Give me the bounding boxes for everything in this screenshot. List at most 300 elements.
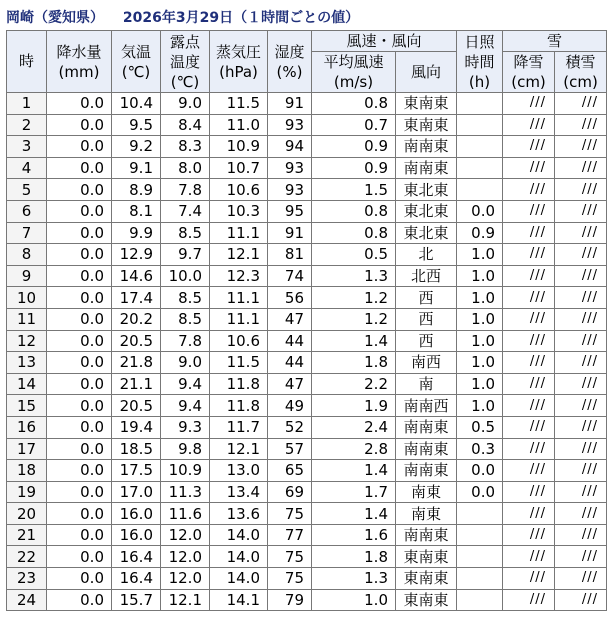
cell-snow-depth: /// [555, 308, 607, 330]
cell-temp: 17.5 [112, 460, 161, 482]
cell-vapor: 11.1 [210, 287, 268, 309]
cell-dew: 8.5 [161, 222, 210, 244]
cell-precip: 0.0 [47, 416, 112, 438]
cell-humidity: 49 [268, 395, 312, 417]
cell-sunshine [457, 93, 503, 115]
cell-dew: 8.0 [161, 157, 210, 179]
cell-humidity: 65 [268, 460, 312, 482]
table-row [7, 265, 607, 287]
cell-sunshine: 1.0 [457, 352, 503, 374]
cell-vapor: 11.5 [210, 352, 268, 374]
cell-snow-depth: /// [555, 416, 607, 438]
cell-humidity: 75 [268, 568, 312, 590]
cell-humidity: 52 [268, 416, 312, 438]
cell-precip: 0.0 [47, 93, 112, 115]
cell-dew: 9.0 [161, 352, 210, 374]
cell-sunshine: 1.0 [457, 395, 503, 417]
cell-hour: 10 [7, 287, 47, 309]
cell-vapor: 11.8 [210, 373, 268, 395]
cell-hour: 16 [7, 416, 47, 438]
cell-wind-speed: 1.0 [312, 589, 396, 611]
cell-sunshine: 0.9 [457, 222, 503, 244]
cell-sunshine [457, 589, 503, 611]
cell-temp: 20.5 [112, 330, 161, 352]
cell-snowfall: /// [503, 373, 555, 395]
table-row [7, 114, 607, 136]
cell-humidity: 94 [268, 136, 312, 158]
cell-humidity: 56 [268, 287, 312, 309]
cell-vapor: 10.6 [210, 179, 268, 201]
table-row [7, 503, 607, 525]
cell-snow-depth: /// [555, 330, 607, 352]
cell-dew: 12.1 [161, 589, 210, 611]
cell-wind-speed: 1.4 [312, 330, 396, 352]
header-wind-group: 風速・風向 [312, 31, 457, 52]
cell-humidity: 91 [268, 222, 312, 244]
cell-temp: 16.0 [112, 524, 161, 546]
cell-wind-speed: 1.9 [312, 395, 396, 417]
cell-vapor: 13.4 [210, 481, 268, 503]
cell-wind-speed: 1.4 [312, 460, 396, 482]
hourly-weather-table [6, 30, 607, 611]
table-row [7, 157, 607, 179]
cell-humidity: 79 [268, 589, 312, 611]
header-sun: 日照 時間 (h) [457, 31, 503, 93]
cell-vapor: 14.0 [210, 568, 268, 590]
table-row [7, 416, 607, 438]
cell-snow-depth: /// [555, 200, 607, 222]
cell-hour: 15 [7, 395, 47, 417]
cell-snowfall: /// [503, 481, 555, 503]
cell-snow-depth: /// [555, 352, 607, 374]
table-row [7, 287, 607, 309]
cell-vapor: 13.6 [210, 503, 268, 525]
cell-snowfall: /// [503, 222, 555, 244]
cell-wind-speed: 0.7 [312, 114, 396, 136]
header-dew: 露点 温度 (℃) [161, 31, 210, 93]
cell-wind-speed: 0.5 [312, 244, 396, 266]
cell-snow-depth: /// [555, 524, 607, 546]
cell-snow-depth: /// [555, 93, 607, 115]
cell-dew: 12.0 [161, 546, 210, 568]
cell-snowfall: /// [503, 395, 555, 417]
cell-wind-speed: 1.5 [312, 179, 396, 201]
cell-humidity: 69 [268, 481, 312, 503]
cell-vapor: 11.1 [210, 308, 268, 330]
header-snow-group: 雪 [503, 31, 607, 52]
title-location: 岡崎（愛知県） [6, 10, 104, 26]
cell-wind-speed: 1.6 [312, 524, 396, 546]
cell-hour: 18 [7, 460, 47, 482]
header-wind-speed: 平均風速 (m/s) [312, 52, 396, 93]
cell-sunshine: 1.0 [457, 265, 503, 287]
table-row [7, 460, 607, 482]
cell-temp: 16.4 [112, 546, 161, 568]
cell-humidity: 47 [268, 308, 312, 330]
cell-wind-dir: 東北東 [396, 222, 457, 244]
cell-sunshine [457, 114, 503, 136]
cell-snowfall: /// [503, 460, 555, 482]
cell-vapor: 12.1 [210, 244, 268, 266]
cell-wind-speed: 1.3 [312, 568, 396, 590]
cell-snowfall: /// [503, 157, 555, 179]
cell-temp: 16.4 [112, 568, 161, 590]
cell-precip: 0.0 [47, 287, 112, 309]
cell-wind-speed: 1.2 [312, 287, 396, 309]
cell-snow-depth: /// [555, 589, 607, 611]
cell-dew: 7.4 [161, 200, 210, 222]
page-title [6, 7, 373, 27]
cell-dew: 9.4 [161, 373, 210, 395]
cell-humidity: 95 [268, 200, 312, 222]
cell-sunshine: 0.0 [457, 460, 503, 482]
table-row [7, 395, 607, 417]
cell-snow-depth: /// [555, 157, 607, 179]
cell-dew: 8.4 [161, 114, 210, 136]
header-snow-depth: 積雪 (cm) [555, 52, 607, 93]
cell-dew: 10.0 [161, 265, 210, 287]
cell-precip: 0.0 [47, 460, 112, 482]
cell-dew: 8.3 [161, 136, 210, 158]
cell-vapor: 14.0 [210, 546, 268, 568]
cell-precip: 0.0 [47, 438, 112, 460]
cell-dew: 8.5 [161, 308, 210, 330]
cell-snowfall: /// [503, 438, 555, 460]
cell-temp: 19.4 [112, 416, 161, 438]
cell-hour: 1 [7, 93, 47, 115]
table-row [7, 352, 607, 374]
cell-precip: 0.0 [47, 503, 112, 525]
cell-vapor: 12.1 [210, 438, 268, 460]
cell-vapor: 10.6 [210, 330, 268, 352]
table-row [7, 136, 607, 158]
cell-snowfall: /// [503, 308, 555, 330]
cell-hour: 9 [7, 265, 47, 287]
table-row [7, 438, 607, 460]
cell-wind-speed: 1.8 [312, 546, 396, 568]
cell-wind-speed: 2.4 [312, 416, 396, 438]
cell-wind-dir: 東南東 [396, 589, 457, 611]
cell-precip: 0.0 [47, 352, 112, 374]
cell-sunshine: 1.0 [457, 373, 503, 395]
cell-sunshine: 1.0 [457, 308, 503, 330]
cell-temp: 20.2 [112, 308, 161, 330]
cell-sunshine [457, 546, 503, 568]
cell-temp: 8.9 [112, 179, 161, 201]
cell-wind-dir: 北 [396, 244, 457, 266]
cell-vapor: 11.5 [210, 93, 268, 115]
cell-wind-dir: 南南東 [396, 157, 457, 179]
cell-humidity: 74 [268, 265, 312, 287]
cell-snowfall: /// [503, 503, 555, 525]
cell-humidity: 93 [268, 157, 312, 179]
cell-sunshine [457, 157, 503, 179]
cell-sunshine: 0.0 [457, 481, 503, 503]
cell-dew: 9.8 [161, 438, 210, 460]
cell-precip: 0.0 [47, 136, 112, 158]
cell-hour: 20 [7, 503, 47, 525]
header-snowfall: 降雪 (cm) [503, 52, 555, 93]
cell-snowfall: /// [503, 136, 555, 158]
cell-wind-speed: 1.8 [312, 352, 396, 374]
cell-wind-speed: 1.7 [312, 481, 396, 503]
cell-hour: 12 [7, 330, 47, 352]
cell-temp: 9.2 [112, 136, 161, 158]
cell-precip: 0.0 [47, 265, 112, 287]
cell-humidity: 44 [268, 352, 312, 374]
cell-wind-speed: 0.9 [312, 157, 396, 179]
cell-hour: 14 [7, 373, 47, 395]
cell-sunshine [457, 568, 503, 590]
header-vapor: 蒸気圧 (hPa) [210, 31, 268, 93]
cell-wind-dir: 東南東 [396, 546, 457, 568]
cell-snow-depth: /// [555, 481, 607, 503]
table-row [7, 244, 607, 266]
cell-wind-speed: 0.8 [312, 200, 396, 222]
cell-snowfall: /// [503, 265, 555, 287]
cell-temp: 8.1 [112, 200, 161, 222]
cell-precip: 0.0 [47, 524, 112, 546]
cell-snow-depth: /// [555, 373, 607, 395]
title-date: 2026年3月29日（１時間ごとの値） [122, 10, 360, 26]
cell-snow-depth: /// [555, 503, 607, 525]
cell-hour: 23 [7, 568, 47, 590]
cell-snowfall: /// [503, 200, 555, 222]
cell-hour: 6 [7, 200, 47, 222]
cell-humidity: 93 [268, 114, 312, 136]
table-row [7, 330, 607, 352]
cell-snowfall: /// [503, 330, 555, 352]
cell-precip: 0.0 [47, 200, 112, 222]
cell-temp: 10.4 [112, 93, 161, 115]
cell-snow-depth: /// [555, 179, 607, 201]
cell-wind-speed: 1.2 [312, 308, 396, 330]
cell-wind-dir: 東南東 [396, 93, 457, 115]
header-wind-dir: 風向 [396, 52, 457, 93]
cell-sunshine [457, 503, 503, 525]
cell-temp: 20.5 [112, 395, 161, 417]
cell-snow-depth: /// [555, 395, 607, 417]
cell-snowfall: /// [503, 416, 555, 438]
cell-humidity: 57 [268, 438, 312, 460]
cell-wind-dir: 東南東 [396, 568, 457, 590]
table-row [7, 568, 607, 590]
cell-dew: 7.8 [161, 330, 210, 352]
cell-vapor: 10.9 [210, 136, 268, 158]
cell-hour: 19 [7, 481, 47, 503]
table-row [7, 546, 607, 568]
cell-precip: 0.0 [47, 330, 112, 352]
cell-wind-speed: 1.4 [312, 503, 396, 525]
cell-temp: 9.5 [112, 114, 161, 136]
cell-wind-dir: 東北東 [396, 200, 457, 222]
cell-temp: 15.7 [112, 589, 161, 611]
cell-precip: 0.0 [47, 589, 112, 611]
cell-precip: 0.0 [47, 568, 112, 590]
cell-vapor: 11.0 [210, 114, 268, 136]
header-hour: 時 [7, 31, 47, 93]
cell-dew: 9.4 [161, 395, 210, 417]
cell-sunshine: 1.0 [457, 330, 503, 352]
cell-wind-dir: 南南東 [396, 136, 457, 158]
cell-dew: 10.9 [161, 460, 210, 482]
header-precip: 降水量 (mm) [47, 31, 112, 93]
cell-precip: 0.0 [47, 481, 112, 503]
cell-wind-dir: 南西 [396, 352, 457, 374]
table-row [7, 524, 607, 546]
cell-precip: 0.0 [47, 244, 112, 266]
cell-vapor: 10.3 [210, 200, 268, 222]
header-humidity: 湿度 (%) [268, 31, 312, 93]
cell-snow-depth: /// [555, 244, 607, 266]
cell-dew: 12.0 [161, 524, 210, 546]
cell-dew: 12.0 [161, 568, 210, 590]
cell-vapor: 11.7 [210, 416, 268, 438]
cell-sunshine: 0.3 [457, 438, 503, 460]
cell-precip: 0.0 [47, 546, 112, 568]
table-row [7, 589, 607, 611]
cell-wind-dir: 北西 [396, 265, 457, 287]
cell-sunshine: 1.0 [457, 287, 503, 309]
cell-snow-depth: /// [555, 546, 607, 568]
cell-humidity: 77 [268, 524, 312, 546]
cell-hour: 22 [7, 546, 47, 568]
cell-humidity: 75 [268, 503, 312, 525]
cell-dew: 9.7 [161, 244, 210, 266]
cell-wind-speed: 2.8 [312, 438, 396, 460]
cell-wind-speed: 1.3 [312, 265, 396, 287]
cell-wind-dir: 南東 [396, 481, 457, 503]
cell-hour: 13 [7, 352, 47, 374]
cell-temp: 21.8 [112, 352, 161, 374]
cell-wind-dir: 南南東 [396, 416, 457, 438]
cell-wind-dir: 南南東 [396, 438, 457, 460]
cell-dew: 9.3 [161, 416, 210, 438]
cell-wind-dir: 南南東 [396, 460, 457, 482]
table-row [7, 93, 607, 115]
cell-dew: 11.6 [161, 503, 210, 525]
cell-hour: 5 [7, 179, 47, 201]
cell-sunshine: 0.5 [457, 416, 503, 438]
cell-wind-dir: 東南東 [396, 114, 457, 136]
cell-wind-dir: 南東 [396, 503, 457, 525]
table-body [7, 93, 607, 611]
cell-hour: 3 [7, 136, 47, 158]
cell-temp: 17.4 [112, 287, 161, 309]
cell-vapor: 14.1 [210, 589, 268, 611]
cell-hour: 2 [7, 114, 47, 136]
cell-precip: 0.0 [47, 179, 112, 201]
cell-snowfall: /// [503, 352, 555, 374]
cell-snow-depth: /// [555, 568, 607, 590]
cell-dew: 9.0 [161, 93, 210, 115]
cell-sunshine [457, 179, 503, 201]
cell-wind-speed: 0.8 [312, 222, 396, 244]
cell-snowfall: /// [503, 524, 555, 546]
cell-hour: 21 [7, 524, 47, 546]
cell-vapor: 12.3 [210, 265, 268, 287]
cell-vapor: 10.7 [210, 157, 268, 179]
cell-humidity: 91 [268, 93, 312, 115]
cell-dew: 7.8 [161, 179, 210, 201]
cell-snowfall: /// [503, 93, 555, 115]
cell-temp: 9.1 [112, 157, 161, 179]
cell-humidity: 75 [268, 546, 312, 568]
cell-hour: 8 [7, 244, 47, 266]
cell-hour: 24 [7, 589, 47, 611]
cell-humidity: 44 [268, 330, 312, 352]
cell-wind-speed: 2.2 [312, 373, 396, 395]
cell-precip: 0.0 [47, 308, 112, 330]
cell-wind-dir: 南 [396, 373, 457, 395]
table-row [7, 222, 607, 244]
cell-hour: 4 [7, 157, 47, 179]
cell-hour: 17 [7, 438, 47, 460]
cell-temp: 9.9 [112, 222, 161, 244]
cell-humidity: 93 [268, 179, 312, 201]
table-row [7, 179, 607, 201]
cell-dew: 11.3 [161, 481, 210, 503]
cell-precip: 0.0 [47, 114, 112, 136]
cell-sunshine: 1.0 [457, 244, 503, 266]
cell-wind-dir: 南南西 [396, 395, 457, 417]
cell-dew: 8.5 [161, 287, 210, 309]
header-temp: 気温 (℃) [112, 31, 161, 93]
cell-snowfall: /// [503, 114, 555, 136]
table-row [7, 200, 607, 222]
cell-snowfall: /// [503, 244, 555, 266]
cell-sunshine [457, 524, 503, 546]
cell-snow-depth: /// [555, 222, 607, 244]
cell-wind-speed: 0.9 [312, 136, 396, 158]
cell-vapor: 11.1 [210, 222, 268, 244]
cell-snowfall: /// [503, 179, 555, 201]
cell-temp: 17.0 [112, 481, 161, 503]
cell-snow-depth: /// [555, 136, 607, 158]
cell-humidity: 81 [268, 244, 312, 266]
cell-precip: 0.0 [47, 157, 112, 179]
cell-vapor: 14.0 [210, 524, 268, 546]
cell-snowfall: /// [503, 589, 555, 611]
cell-temp: 16.0 [112, 503, 161, 525]
table-row [7, 308, 607, 330]
cell-precip: 0.0 [47, 373, 112, 395]
table-row [7, 373, 607, 395]
cell-vapor: 11.8 [210, 395, 268, 417]
cell-snow-depth: /// [555, 265, 607, 287]
cell-wind-dir: 東北東 [396, 179, 457, 201]
table-row [7, 481, 607, 503]
cell-snow-depth: /// [555, 287, 607, 309]
cell-precip: 0.0 [47, 395, 112, 417]
cell-snowfall: /// [503, 568, 555, 590]
cell-humidity: 47 [268, 373, 312, 395]
cell-temp: 14.6 [112, 265, 161, 287]
cell-wind-dir: 西 [396, 330, 457, 352]
cell-snowfall: /// [503, 287, 555, 309]
cell-wind-dir: 南南東 [396, 524, 457, 546]
cell-vapor: 13.0 [210, 460, 268, 482]
cell-precip: 0.0 [47, 222, 112, 244]
cell-wind-speed: 0.8 [312, 93, 396, 115]
cell-temp: 12.9 [112, 244, 161, 266]
cell-wind-dir: 西 [396, 308, 457, 330]
cell-snow-depth: /// [555, 460, 607, 482]
cell-hour: 11 [7, 308, 47, 330]
cell-sunshine [457, 136, 503, 158]
cell-wind-dir: 西 [396, 287, 457, 309]
cell-snow-depth: /// [555, 438, 607, 460]
